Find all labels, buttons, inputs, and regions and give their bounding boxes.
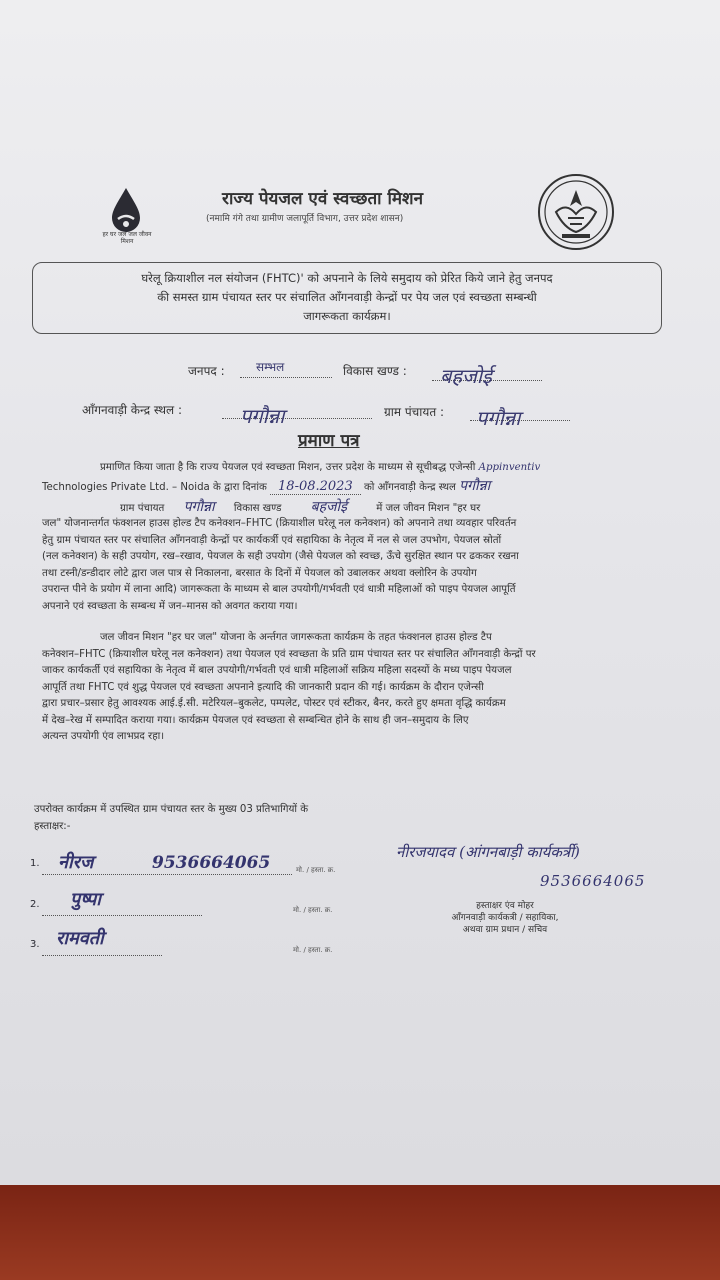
signature-line-3: अथवा ग्राम प्रधान / सचिव (462, 925, 548, 935)
cert-text-2b: को आँगनवाड़ी केन्द्र स्थल (363, 482, 456, 493)
para2-text-4: आपूर्ति तथा FHTC एवं शुद्ध पेयजल एवं स्वच्छता अपनाने इत्यादि की जानकारी प्रदान की गई। कार्यक्रम के दौरान एजेन्सी (42, 681, 484, 693)
cert-text-3a: ग्राम पंचायत (120, 503, 165, 514)
participant-1-phone: 9536664065 (152, 853, 271, 873)
participants-intro-1: उपरोक्त कार्यक्रम में उपस्थित ग्राम पंचायत स्तर के मुख्य 03 प्रतिभागियों के (34, 804, 309, 815)
participant-2-dotline (42, 901, 202, 916)
cert-line-3 (120, 499, 680, 518)
signature-line-2: आँगनवाड़ी कार्यकत्री / सहायिका, (451, 913, 559, 923)
participant-1-note: मो. / हस्ता. क्र. (296, 866, 336, 874)
signature-handwritten-phone: 9536664065 (540, 872, 646, 890)
participant-2-name: पुष्पा (70, 889, 101, 910)
signature-handwritten-name: नीरजयादव (आंगनबाड़ी कार्यकर्त्री) (396, 843, 580, 861)
participants-intro-2: हस्ताक्षर:- (34, 820, 71, 832)
subject-line-3: जागरूकता कार्यक्रम। (303, 309, 391, 323)
center-label: आँगनवाड़ी केन्द्र स्थल : (82, 403, 183, 417)
participant-3-note: मो. / हस्ता. क्र. (293, 946, 333, 954)
para2-text-1: जल जीवन मिशन "हर घर जल" योजना के अर्न्तगत जागरूकता कार्यक्रम के तहत फंक्शनल हाउस होल्ड टैप (100, 632, 492, 643)
cert-date: 18-08.2023 (270, 479, 361, 495)
center-value: पगौन्ना (240, 404, 285, 428)
signature-line-1: हस्ताक्षर एंव मोहर (476, 901, 534, 911)
para2-text-7: अत्यन्त उपयोगी एंव लाभप्रद रहा। (42, 731, 165, 742)
logo-caption: हर घर जल जल जीवन मिशन (102, 231, 152, 245)
cert-text-4: जल" योजनान्तर्गत फंक्शनल हाउस होल्ड टैप कनेक्शन–FHTC (क्रियाशील घरेलू नल कनेक्शन) को अपनाने तथा व्यवहार परिवर्तन (42, 518, 517, 529)
water-drop-logo-icon (104, 186, 148, 236)
participant-3-name: रामवती (56, 928, 104, 949)
background-surface (0, 1185, 720, 1280)
up-state-emblem-icon (536, 172, 616, 252)
cert-text-9: अपनाने एवं स्वच्छता के सम्बन्ध में जन–मानस को अवगत कराया गया। (42, 600, 298, 612)
district-dotline (240, 363, 332, 378)
panchayat-label: ग्राम पंचायत : (384, 405, 445, 419)
cert-panchayat-hw: पगौन्ना (183, 499, 215, 515)
program-paragraph (42, 630, 664, 746)
cert-line-1 (100, 460, 620, 477)
participants-intro (34, 802, 454, 835)
subject-line-2: की समस्त ग्राम पंचायत स्तर पर संचालित आँगनवाड़ी केन्द्रों पर पेय जल एवं स्वच्छता सम्बन्धी (157, 290, 537, 304)
cert-text-1: प्रमाणित किया जाता है कि राज्य पेयजल एवं स्वच्छता मिशन, उत्तर प्रदेश के माध्यम से सूचीबद्ध एजेन्सी (100, 462, 476, 473)
signature-block (410, 900, 600, 936)
cert-text-6: (नल कनेक्शन) के सही उपयोग, रख–रखाव, पेयजल के सही उपयोग (जैसे पेयजल को स्वच्छ, ऊँचे सुरक्षित स्थान पर ढककर रखना (42, 551, 519, 562)
cert-text-3c: में जल जीवन मिशन "हर घर (376, 503, 481, 514)
subject-box (32, 262, 662, 334)
district-label: जनपद : (188, 364, 225, 378)
panchayat-value: पगौन्ना (476, 406, 521, 430)
cert-text-3b: विकास खण्ड (233, 503, 282, 514)
cert-center-hw: पगौन्ना (459, 478, 491, 494)
cert-body (42, 516, 664, 615)
cert-block-hw: बहजोई (310, 499, 347, 515)
para2-text-6: में देख–रेख में सम्पादित कराया गया। कार्यक्रम पेयजल एवं स्वच्छता से सम्बन्धित होने के साथ ही जन–समुदाय के लिए (42, 714, 469, 726)
header-subtitle: (नमामि गंगे तथा ग्रामीण जलापूर्ति विभाग, उत्तर प्रदेश शासन) (206, 214, 404, 224)
block-label: विकास खण्ड : (343, 364, 407, 378)
block-value: बहजोई (440, 364, 492, 388)
para2-text-2: कनेक्शन–FHTC (क्रियाशील घरेलू नल कनेक्शन) तथा पेयजल एवं स्वच्छता के प्रति ग्राम पंचायत स्तर पर संचालित आँगनवाड़ी केन्द्रों पर (42, 648, 536, 660)
participant-1-name: नीरज (58, 852, 94, 873)
cert-agency: Appinventiv (478, 462, 541, 473)
cert-text-5: हेतु ग्राम पंचायत स्तर पर संचालित आँगनवाड़ी केन्द्रों पर कार्यकर्त्री एवं सहायिका के नेतृत्व में नल से जल उपभोग, पेयजल स्रोतों (42, 534, 502, 546)
certificate-heading: प्रमाण पत्र (298, 431, 360, 451)
cert-text-7: तथा टस्नी/डन्डीदार लोटे द्वारा जल पात्र से निकालना, बरसात के दिनों में पेयजल को उबालकर अथवा क्लोरिन के उपयोग (42, 567, 477, 579)
cert-text-2a: Technologies Private Ltd. – Noida के द्वारा दिनांक (42, 482, 267, 493)
subject-line-1: घरेलू क्रियाशील नल संयोजन (FHTC)' को अपनाने के लिये समुदाय को प्रेरित किये जाने हेतु जनपद (141, 271, 553, 285)
para2-text-5: द्वारा प्रचार–प्रसार हेतु आवश्यक आई.ई.सी. मटेरियल–बुकलेट, पम्पलेट, पोस्टर एवं स्टीकर, बैनर, करते हुए क्षमता वृद्धि कार्यक्रम (42, 698, 506, 709)
participant-3-num: 3. (30, 939, 40, 950)
participant-2-num: 2. (30, 899, 40, 910)
participant-2-note: मो. / हस्ता. क्र. (293, 906, 333, 914)
header-title: राज्य पेयजल एवं स्वच्छता मिशन (222, 189, 424, 209)
cert-line-2 (42, 478, 662, 497)
cert-text-8: उपरान्त पीने के प्रयोग में लाना आदि) जागरूकता के माध्यम से बाल उपयोगी/गर्भवती एवं धात्री महिलाओं को पाइप पेयजल आपूर्ति (42, 584, 516, 595)
para2-text-3: जाकर कार्यकर्ती एवं सहायिका के नेतृत्व में बाल उपयोगी/गर्भवती एवं धात्री महिलाओं सक्रिय महिला सदस्यों के मध्य पाइप पेयजल (42, 665, 512, 676)
participant-1-num: 1. (30, 858, 40, 869)
district-value: सम्भल (256, 360, 285, 374)
